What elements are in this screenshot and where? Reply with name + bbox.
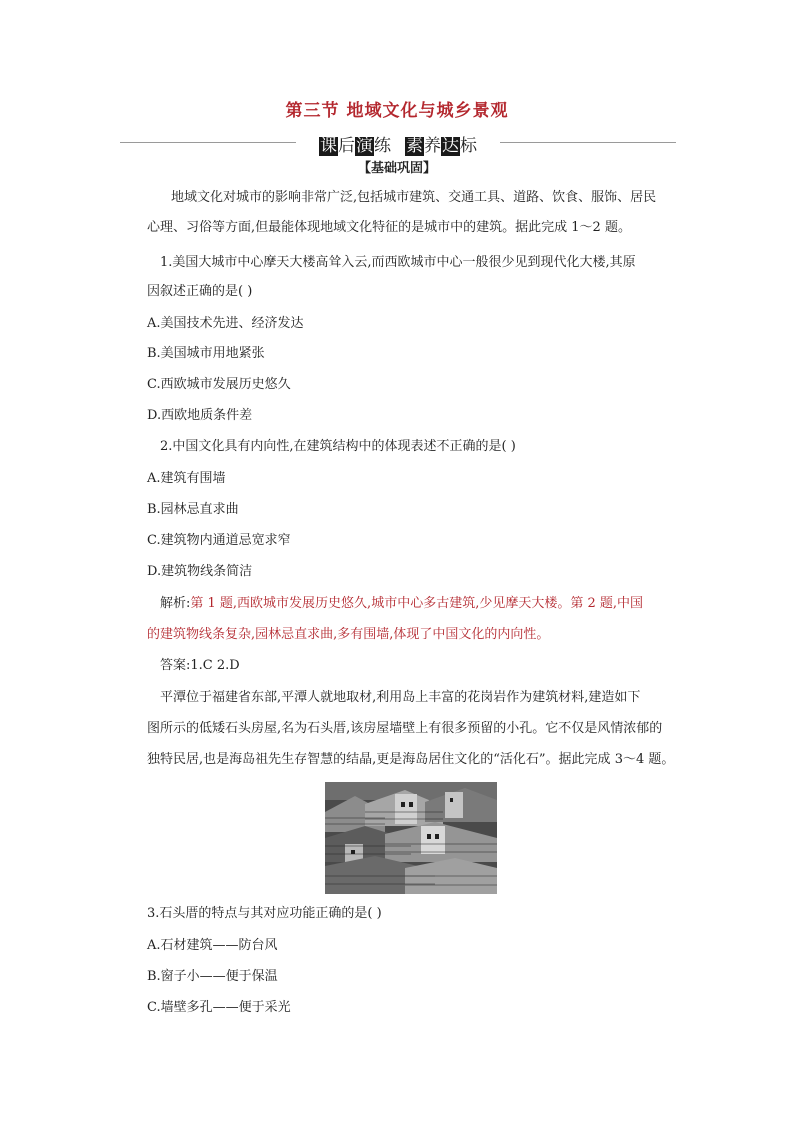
- banner-char: 养: [424, 136, 441, 156]
- answer-line: 答案:1.C 2.D: [160, 658, 240, 673]
- banner-char: 练: [374, 136, 391, 156]
- question-3-stem: 3.石头厝的特点与其对应功能正确的是( ): [147, 906, 382, 921]
- analysis-line: [160, 594, 643, 614]
- section-heading: 【基础巩固】: [357, 161, 436, 176]
- stone-house-photo: [325, 782, 497, 894]
- section-banner: [120, 131, 676, 155]
- analysis-text: 第 1 题,西欧城市发展历史悠久,城市中心多古建筑,少见摩天大楼。第 2 题,中国: [190, 596, 643, 611]
- question-1-option-a: A.美国技术先进、经济发达: [147, 316, 304, 331]
- question-2-stem: 2.中国文化具有内向性,在建筑结构中的体现表述不正确的是( ): [160, 439, 516, 454]
- question-2-option-b: B.园林忌直求曲: [147, 502, 239, 517]
- question-1-option-d: D.西欧地质条件差: [147, 408, 253, 423]
- question-1-stem: 1.美国大城市中心摩天大楼高耸入云,而西欧城市中心一般很少见到现代化大楼,其原: [160, 255, 636, 270]
- intro-paragraph-line: 独特民居,也是海岛祖先生存智慧的结晶,更是海岛居住文化的“活化石”。据此完成 3～4 题。: [147, 752, 675, 767]
- banner-char: 素: [406, 136, 423, 156]
- analysis-label: 解析:: [160, 596, 191, 611]
- question-1-option-c: C.西欧城市发展历史悠久: [147, 377, 291, 392]
- intro-paragraph-line: 地域文化对城市的影响非常广泛,包括城市建筑、交通工具、道路、饮食、服饰、居民: [171, 190, 657, 205]
- banner-char: 标: [460, 136, 477, 156]
- question-1-option-b: B.美国城市用地紧张: [147, 346, 265, 361]
- intro-paragraph-line: 平潭位于福建省东部,平潭人就地取材,利用岛上丰富的花岗岩作为建筑材料,建造如下: [160, 690, 641, 705]
- question-3-option-c: C.墙壁多孔——便于采光: [147, 1000, 291, 1015]
- banner-char: 课: [320, 136, 337, 156]
- question-3-option-a: A.石材建筑——防台风: [147, 938, 278, 953]
- banner-char: 达: [442, 136, 459, 156]
- intro-paragraph-line: 图所示的低矮石头房屋,名为石头厝,该房屋墙壁上有很多预留的小孔。它不仅是风情浓郁的: [147, 721, 663, 736]
- analysis-line: 的建筑物线条复杂,园林忌直求曲,多有围墙,体现了中国文化的内向性。: [147, 627, 550, 642]
- question-2-option-c: C.建筑物内通道忌宽求窄: [147, 533, 291, 548]
- question-2-option-a: A.建筑有围墙: [147, 471, 226, 486]
- question-2-option-d: D.建筑物线条简洁: [147, 564, 253, 579]
- banner-char: 后: [338, 136, 355, 156]
- question-3-option-b: B.窗子小——便于保温: [147, 969, 278, 984]
- page-title: 第三节 地域文化与城乡景观: [285, 101, 509, 121]
- question-1-stem: 因叙述正确的是( ): [147, 284, 253, 299]
- intro-paragraph-line: 心理、习俗等方面,但最能体现地域文化特征的是城市中的建筑。据此完成 1～2 题。: [147, 220, 631, 235]
- banner-char: 演: [356, 136, 373, 156]
